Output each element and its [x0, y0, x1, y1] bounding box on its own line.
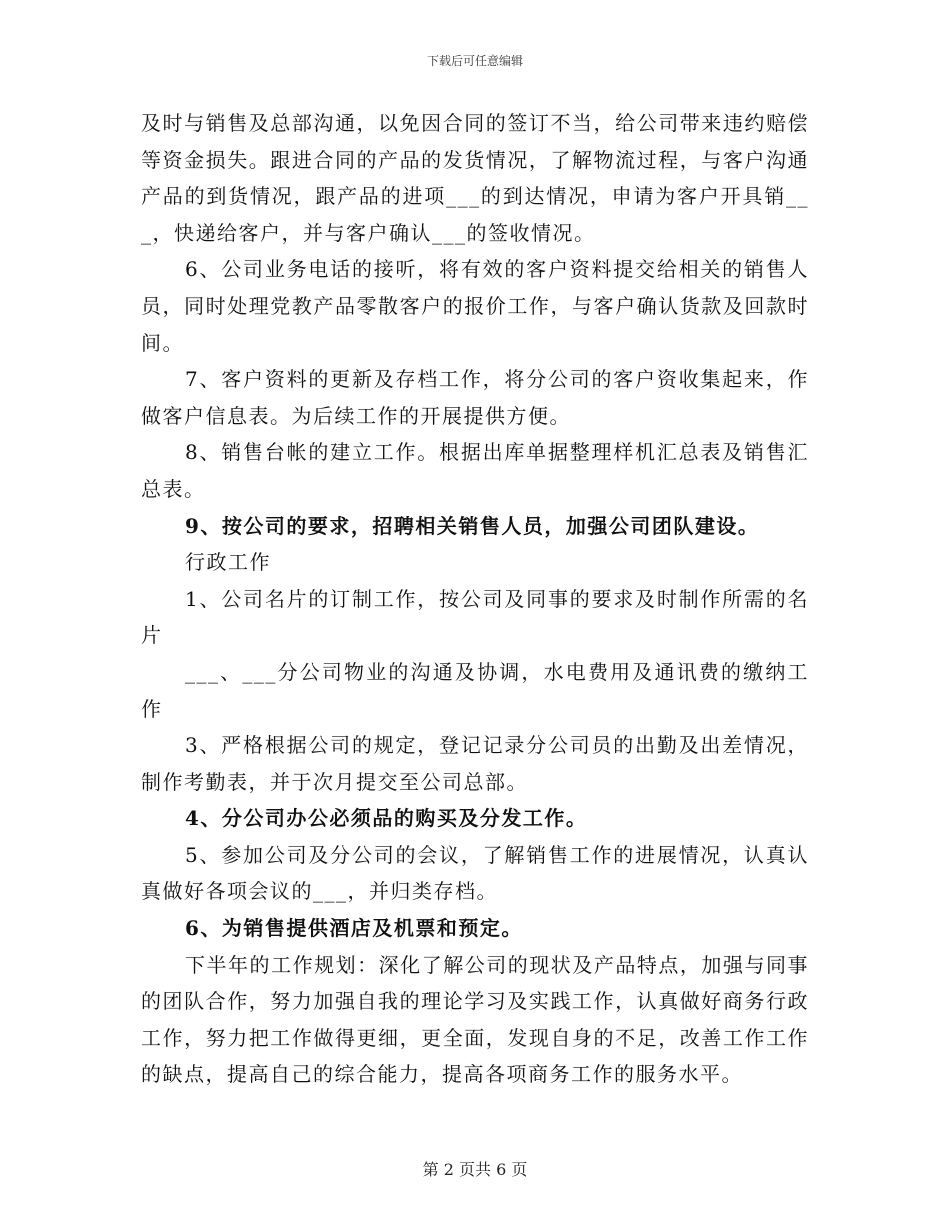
paragraph-admin-2-property: ___、___分公司物业的沟通及协调，水电费用及通讯费的缴纳工作	[141, 659, 809, 721]
page-footer: 第 2 页共 6 页	[422, 1160, 528, 1179]
paragraph-second-half-plan: 下半年的工作规划：深化了解公司的现状及产品特点，加强与同事的团队合作，努力加强自我的理论学习及实践工作，认真做好商务行政工作，努力把工作做得更细，更全面，发现自身的不足，改善工作工作的缺点，提高自己的综合能力，提高各项商务工作的服务水平。	[141, 952, 809, 1087]
paragraph-admin-4-supplies: 4、分公司办公必须品的购买及分发工作。	[185, 806, 588, 831]
paragraph-admin-5-meetings: 5、参加公司及分公司的会议，了解销售工作的进展情况，认真认真做好各项会议的___，并归类存档。	[141, 842, 809, 904]
document-body	[141, 105, 809, 1093]
paragraph-admin-1-business-cards: 1、公司名片的订制工作，按公司及同事的要求及时制作所需的名片	[141, 586, 809, 648]
paragraph-item-8-sales-ledger: 8、销售台帐的建立工作。根据出库单据整理样机汇总表及销售汇总表。	[141, 440, 809, 501]
paragraph-item-9-recruit: 9、按公司的要求，招聘相关销售人员，加强公司团队建设。	[185, 513, 760, 538]
page-header: 下载后可任意编辑	[426, 54, 523, 68]
section-heading-admin: 行政工作	[185, 550, 271, 575]
paragraph-item-7-customer-data: 7、客户资料的更新及存档工作，将分公司的客户资收集起来，作做客户信息表。为后续工作的开展提供方便。	[141, 367, 809, 428]
paragraph-item-6-phone: 6、公司业务电话的接听，将有效的客户资料提交给相关的销售人员，同时处理党教产品零散客户的报价工作，与客户确认货款及回款时间。	[141, 257, 809, 355]
paragraph-admin-3-attendance: 3、严格根据公司的规定，登记记录分公司员的出勤及出差情况，制作考勤表，并于次月提交至公司总部。	[141, 733, 809, 794]
paragraph-contract-followup: 及时与销售及总部沟通，以免因合同的签订不当，给公司带来违约赔偿等资金损失。跟进合同的产品的发货情况，了解物流过程，与客户沟通产品的到货情况，跟产品的进项___的到达情况，申请为客户开具销___，快递给客户，并与客户确认___的签收情况。	[141, 111, 809, 245]
paragraph-admin-6-travel: 6、为销售提供酒店及机票和预定。	[185, 916, 523, 941]
